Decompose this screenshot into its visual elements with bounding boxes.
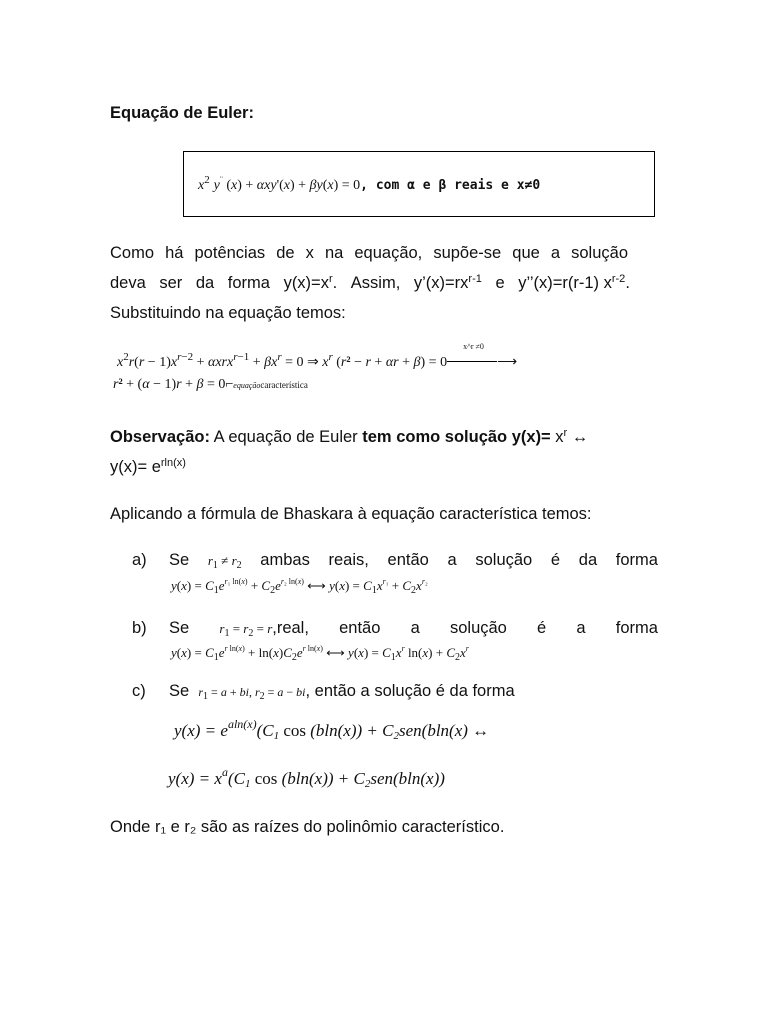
euler-equation-box	[183, 151, 655, 217]
case-c-formula-2: $y(x) = x^a(C_1$ $\cos (bln(x)) + C_2sen(bln(x))$	[168, 765, 445, 790]
intro-line-1: Como há potências de x na equação, supõe-se que a solução	[110, 244, 628, 262]
intro-line-2: deva ser da forma $y(x)=x^r$. Assim, $y’(x)=rx^{r-1}$ e y’’(x)=r(r-1) $x^{r-2}$.	[110, 273, 630, 292]
case-b-marker: b)	[132, 619, 147, 637]
case-b-text: Se $r_1 = r_2$ = r,real, então a solução é a forma	[169, 619, 658, 639]
page-title: Equação de Euler:	[110, 104, 254, 122]
closing-text: Onde r₁ e r₂ são as raízes do polinômio característico.	[110, 818, 505, 836]
derivation-line-2: r² + (α − 1)r + β = 0⌐equaçãocaracterística	[113, 377, 308, 392]
arrow-label: x^r ≠0	[463, 342, 484, 351]
bhaskara-intro: Aplicando a fórmula de Bhaskara à equação característica temos:	[110, 505, 592, 523]
intro-line-3: Substituindo na equação temos:	[110, 304, 346, 322]
observation-label: Observação:	[110, 428, 210, 446]
observation: Observação: A equação de Euler tem como solução $y(x)= x^r$ ↔	[110, 427, 589, 446]
case-a-formula: $y(x) = C_1e^{r_1 ln(x)} + C_2e^{r_2 ln(x)}$ ⟷ $y(x) = C_1x^{r_1} + C_2x^{r_2}$	[171, 577, 428, 596]
case-c-formula-1: $y(x) = e^{aln(x)}(C_1$ $\cos (bln(x)) + C_2sen(bln(x)$ ↔	[174, 717, 490, 742]
euler-condition: , com α e β reais e x≠0	[360, 178, 541, 193]
case-c-text: Se $r_1 = a$ + bi, $r_2 = a$ − bi, então a solução é da forma	[169, 682, 515, 702]
derivation-line-1: $x^2r(r - 1)x^{r-2} + \alpha xrx^{r-1} + \beta x^r = 0$ ⇒ $x^r$ (r² − r + αr + β) = 0 x^r ≠0 ⟶	[117, 342, 518, 370]
euler-equation: $x^2$ y¨ (x) + αxy'(x) + βy(x) = 0, com α e β reais e x≠0	[198, 174, 541, 193]
observation-line-2: $y(x)= e^{rln(x)}$	[110, 457, 186, 476]
case-a-text: Se $r_1 \ne r_2$ ambas reais, então a solução é da forma	[169, 551, 658, 571]
case-c-marker: c)	[132, 682, 146, 700]
case-b-formula: $y(x) = C_1e^{r ln(x)} + \ln(x)C_2e^{r ln(x)}$ ⟷ $y(x) = C_1x^r$ $\ln(x) + C_2x^r$	[171, 644, 469, 663]
case-a-marker: a)	[132, 551, 147, 569]
